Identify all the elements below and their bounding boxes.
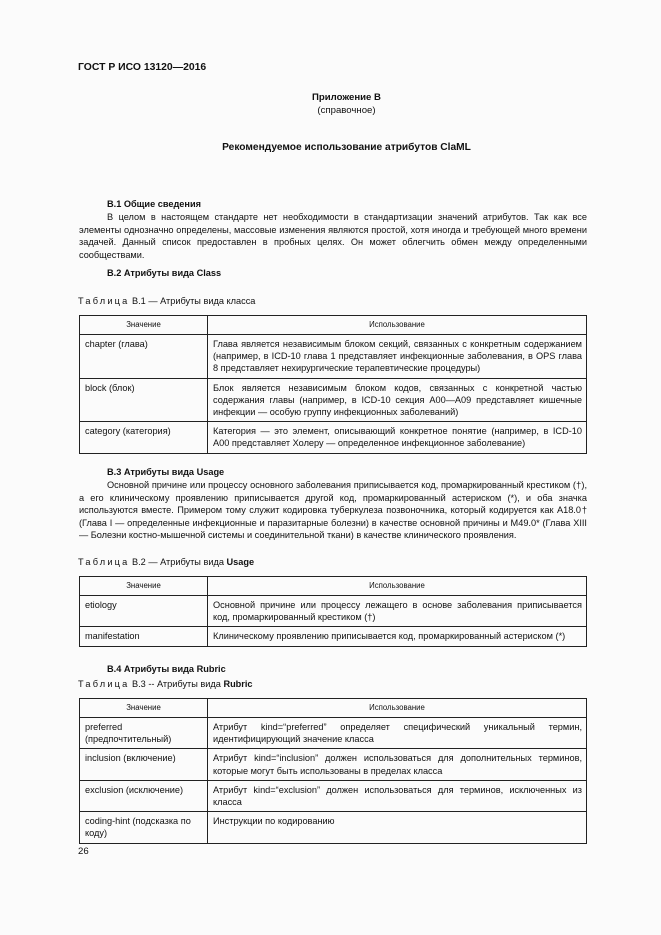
table-header-row bbox=[80, 316, 587, 335]
table-cell-usage: Атрибут kind=“exclusion” должен использоваться для терминов, исключенных из класса bbox=[208, 780, 587, 811]
table-cell-value: preferred (предпочтительный) bbox=[80, 718, 208, 749]
table-caption-prefix: Таблица bbox=[78, 679, 130, 689]
table-header-row bbox=[80, 699, 587, 718]
section-text-b1: В целом в настоящем стандарте нет необходимости в стандартизации значений атрибутов. Так как все элементы однозначно определены, массовые изменения являются простой, хотя иногда и требующей много времени задачей. Данный список предоставлен в пробных целях. Он может облегчить обмен между определенными сообществами. bbox=[79, 212, 587, 260]
annex-label: Приложение В bbox=[312, 92, 381, 103]
table-cell-usage: Атрибут kind=“inclusion” должен использоваться для дополнительных терминов, которые могут быть использованы в пределах класса bbox=[208, 749, 587, 780]
column-header: Значение bbox=[80, 316, 208, 335]
section-heading-b4: В.4 Атрибуты вида Rubric bbox=[107, 664, 226, 674]
table-row bbox=[80, 335, 587, 379]
table-row bbox=[80, 596, 587, 627]
table-row bbox=[80, 627, 587, 647]
table-cell-value: category (категория) bbox=[80, 422, 208, 453]
table-cell-usage: Категория — это элемент, описывающий конкретное понятие (например, в ICD-10 А00 представляет Холеру — определенное инфекционное заболевание) bbox=[208, 422, 587, 453]
table-cell-value: coding-hint (подсказка по коду) bbox=[80, 812, 208, 843]
column-header: Значение bbox=[80, 699, 208, 718]
table-caption-prefix: Таблица bbox=[78, 557, 130, 567]
table-row bbox=[80, 718, 587, 749]
column-header: Использование bbox=[208, 577, 587, 596]
table-caption-bold: Rubric bbox=[223, 679, 253, 689]
column-header: Использование bbox=[208, 316, 587, 335]
table-cell-value: inclusion (включение) bbox=[80, 749, 208, 780]
table-caption-prefix: Таблица bbox=[78, 296, 130, 306]
annex-heading bbox=[0, 92, 661, 117]
table-row bbox=[80, 422, 587, 453]
table-cell-value: manifestation bbox=[80, 627, 208, 647]
table-cell-value: chapter (глава) bbox=[80, 335, 208, 379]
table-cell-value: block (блок) bbox=[80, 378, 208, 422]
table-cell-usage: Клиническому проявлению приписывается код, промаркированный астериском (*) bbox=[208, 627, 587, 647]
table-cell-usage: Глава является независимым блоком секций, связанных с конкретным содержанием (например, в ICD-10 глава 1 представляет инфекционные заболевания, в OPS глава 8 представляет нехирургические терапевтические процедуры) bbox=[208, 335, 587, 379]
table-caption-text: В.2 — Атрибуты вида bbox=[129, 557, 227, 567]
section-heading-b2: В.2 Атрибуты вида Class bbox=[107, 268, 222, 278]
table-row bbox=[80, 812, 587, 843]
column-header: Значение bbox=[80, 577, 208, 596]
section-heading-b1: В.1 Общие сведения bbox=[107, 199, 201, 209]
table-caption-b3 bbox=[78, 678, 253, 690]
column-header: Использование bbox=[208, 699, 587, 718]
table-cell-value: etiology bbox=[80, 596, 208, 627]
table-caption-text: В.1 — Атрибуты вида класса bbox=[129, 296, 256, 306]
table-cell-value: exclusion (исключение) bbox=[80, 780, 208, 811]
page-number: 26 bbox=[78, 846, 89, 857]
table-b3 bbox=[79, 698, 587, 844]
table-b2 bbox=[79, 576, 587, 647]
table-cell-usage: Блок является независимым блоком кодов, связанных с конкретной частью содержания главы (например, в ICD-10 секция А00—А09 представляет кишечные инфекции — особую группу инфекционных заболеваний) bbox=[208, 378, 587, 422]
annex-type: (справочное) bbox=[317, 104, 376, 116]
table-row bbox=[80, 780, 587, 811]
table-caption-b2 bbox=[78, 556, 254, 568]
table-row bbox=[80, 378, 587, 422]
table-b1 bbox=[79, 315, 587, 454]
table-cell-usage: Атрибут kind=“preferred” определяет специфический уникальный термин, идентифицирующий значение класса bbox=[208, 718, 587, 749]
table-header-row bbox=[80, 577, 587, 596]
table-cell-usage: Основной причине или процессу лежащего в основе заболевания приписывается код, промаркированный крестиком (†) bbox=[208, 596, 587, 627]
table-caption-text: В.3 -- Атрибуты вида bbox=[129, 679, 224, 689]
annex-title: Рекомендуемое использование атрибутов ClaML bbox=[222, 142, 471, 153]
section-text-b3: Основной причине или процессу основного заболевания приписывается код, промаркированный крестиком (†), а его клиническому проявлению приписывается другой код, промаркированный астериском (*), и оба значка используются вместе. Примером тому служит кодировка туберкулеза позвоночника, который кодируется как А18.0† (Глава I — определенные инфекционные и паразитарные болезни) в качестве основной причины и М49.0* (Глава XIII — Болезни костно-мышечной системы и соединительной ткани) в качестве клинического проявления. bbox=[79, 480, 587, 541]
table-caption-bold: Usage bbox=[226, 557, 255, 567]
table-cell-usage: Инструкции по кодированию bbox=[208, 812, 587, 843]
section-heading-b3: В.3 Атрибуты вида Usage bbox=[107, 467, 225, 477]
table-row bbox=[80, 749, 587, 780]
table-caption-b1 bbox=[78, 295, 255, 307]
document-id: ГОСТ Р ИСО 13120—2016 bbox=[78, 62, 207, 73]
